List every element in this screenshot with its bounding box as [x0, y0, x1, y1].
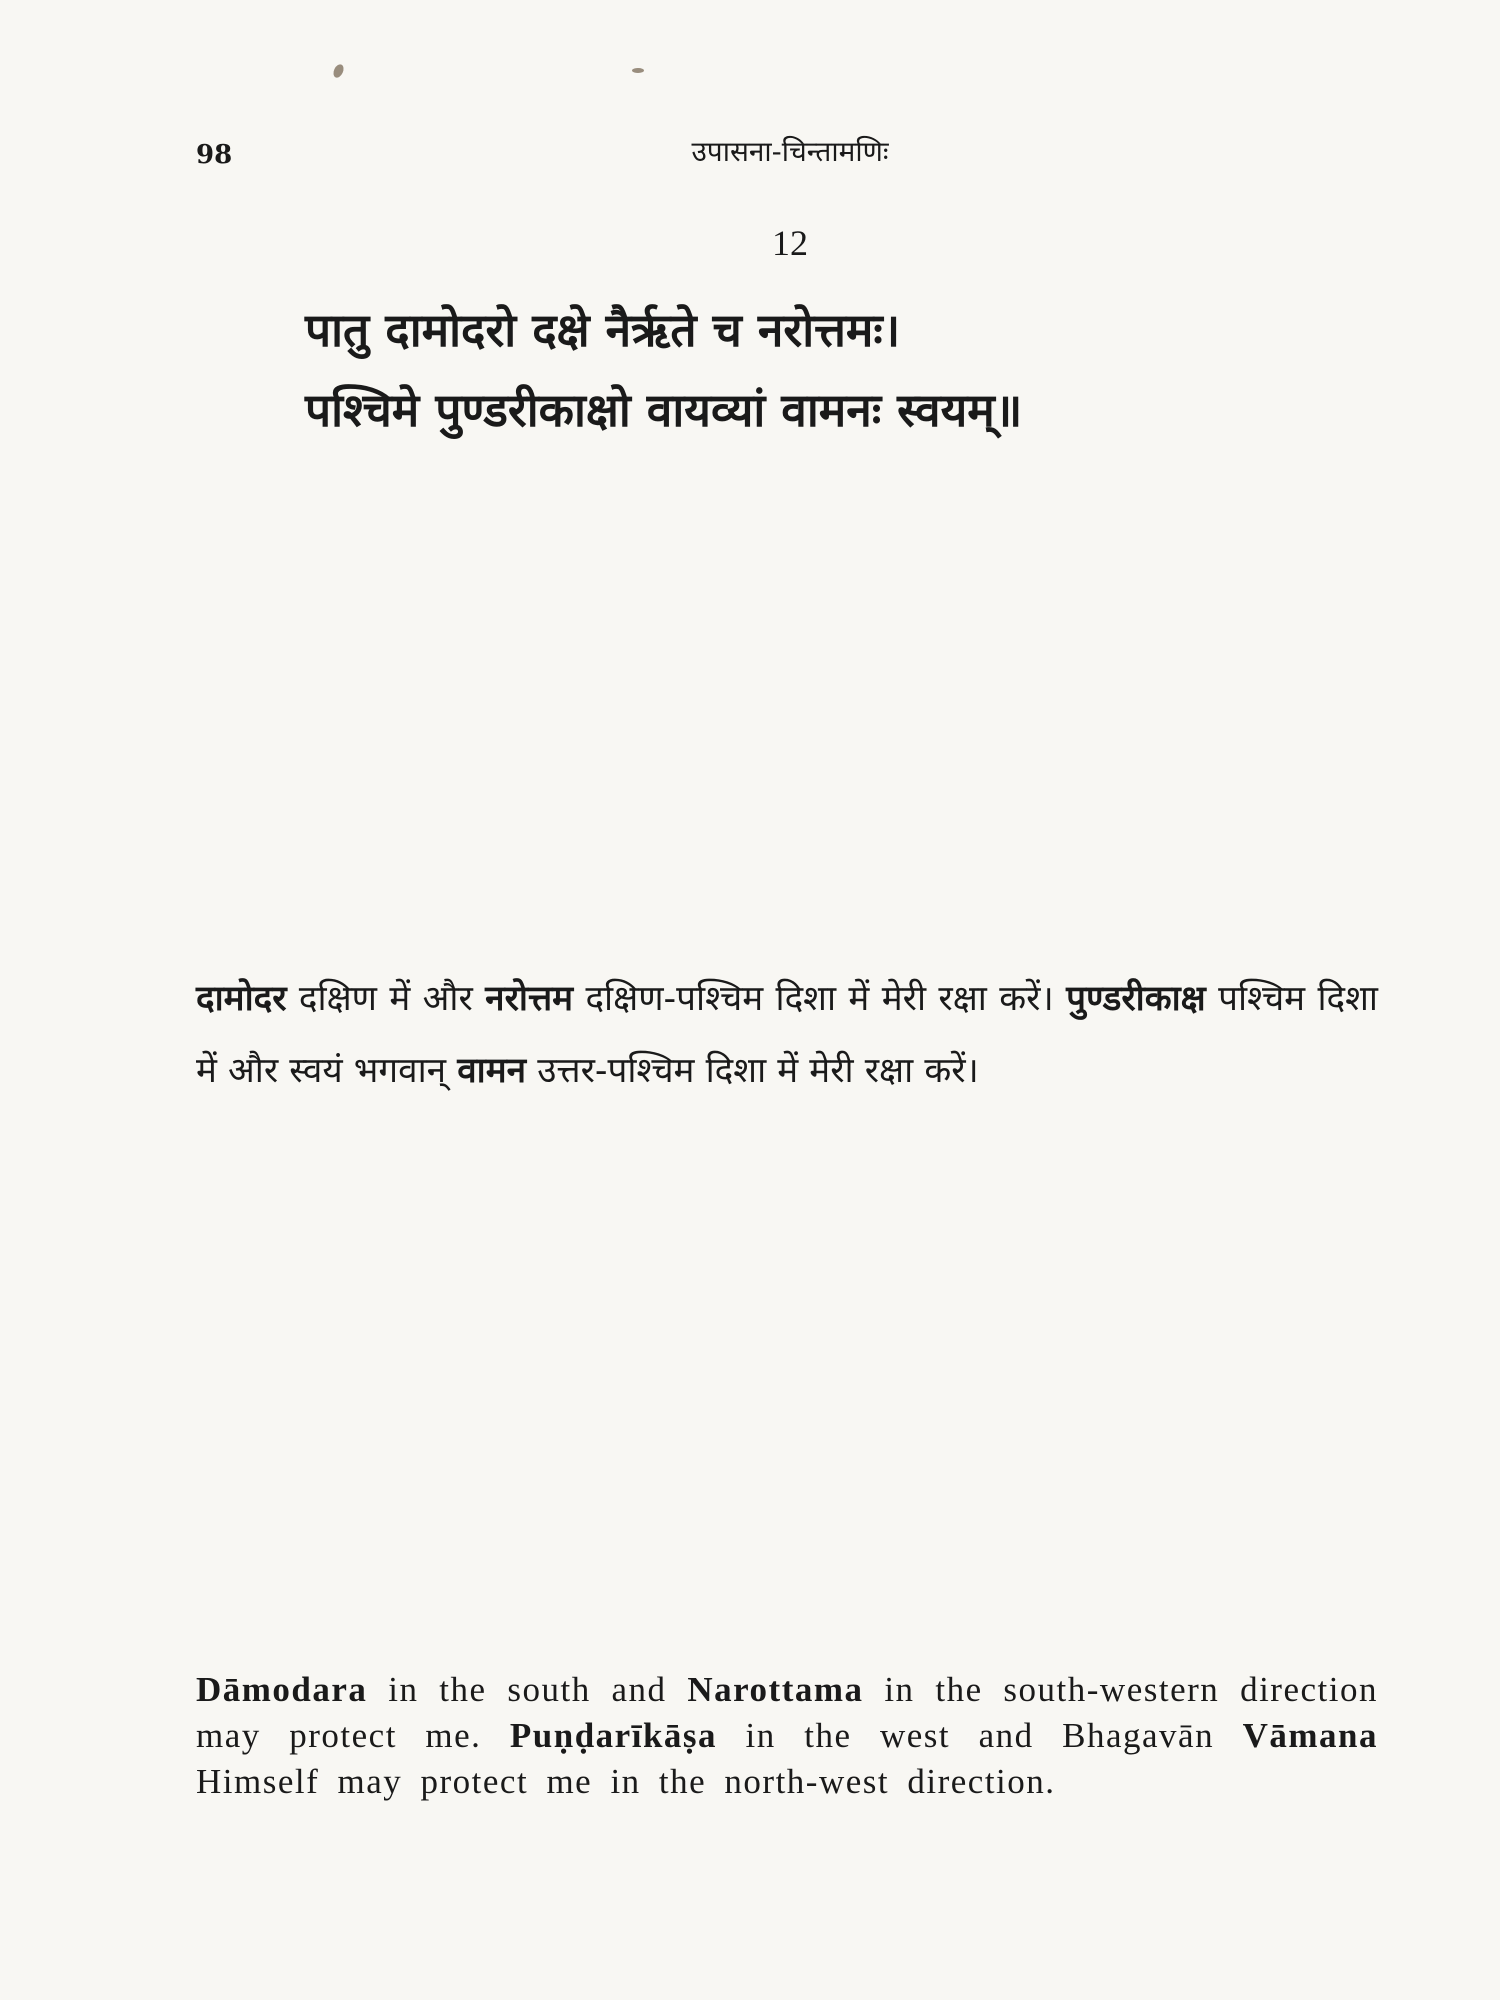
hindi-text: पश्चिम दिशा में और स्वयं भगवान्	[196, 979, 1378, 1091]
paper-speck	[331, 63, 345, 79]
hindi-term-pundarikaksha: पुण्डरीकाक्ष	[1066, 979, 1206, 1019]
hindi-text: उत्तर-पश्चिम दिशा में मेरी रक्षा करें।	[526, 1051, 979, 1091]
english-term-vamana: Vāmana	[1242, 1716, 1378, 1755]
verse-line: पश्चिमे पुण्डरीकाक्षो वायव्यां वामनः स्वयम्॥	[305, 383, 1023, 437]
english-translation	[196, 1667, 1378, 1805]
english-text: Himself may protect me in the north-west direction.	[196, 1762, 1056, 1801]
sanskrit-verse	[305, 290, 1305, 450]
running-head: उपासना-चिन्तामणिः	[691, 135, 889, 168]
hindi-text: दक्षिण में और	[286, 979, 486, 1019]
english-text: in the south and	[367, 1670, 688, 1709]
verse-line: पातु दामोदरो दक्षे नैर्ऋते च नरोत्तमः।	[305, 303, 901, 357]
page-number: 98	[196, 140, 233, 170]
hindi-translation	[196, 963, 1378, 1107]
english-term-damodara: Dāmodara	[196, 1670, 368, 1709]
hindi-term-narottama: नरोत्तम	[485, 979, 574, 1019]
english-text: in the south-western direction may protect me.	[196, 1670, 1378, 1755]
english-term-pundarikasa: Puṇḍarīkāṣa	[509, 1716, 718, 1755]
verse-number: 12	[772, 223, 808, 263]
hindi-term-damodara: दामोदर	[196, 979, 287, 1019]
english-term-narottama: Narottama	[687, 1670, 864, 1709]
hindi-text: दक्षिण-पश्चिम दिशा में मेरी रक्षा करें।	[573, 979, 1067, 1019]
paper-speck	[632, 68, 644, 73]
english-text: in the west and Bhagavān	[717, 1716, 1243, 1755]
hindi-term-vamana: वामन	[457, 1051, 527, 1091]
